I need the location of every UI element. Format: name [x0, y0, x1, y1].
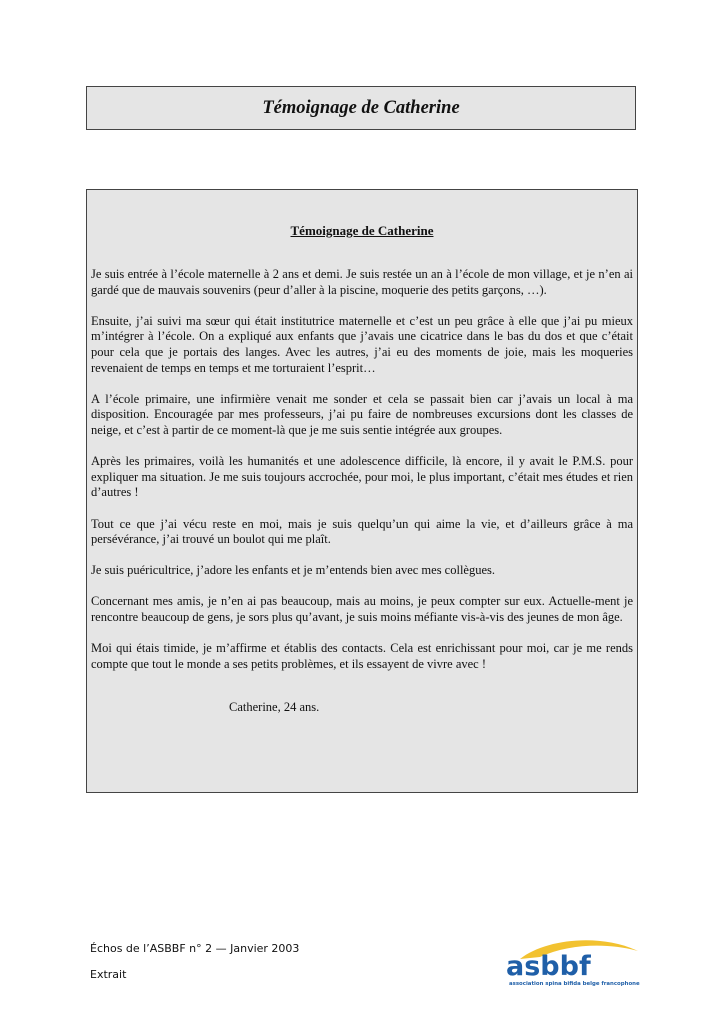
paragraph: Je suis puéricultrice, j’adore les enfants et je m’entends bien avec mes collègues.: [91, 563, 496, 578]
footer-issue: Échos de l’ASBBF n° 2 — Janvier 2003: [90, 942, 300, 955]
logo-tagline: association spina bifida belge francophone: [509, 981, 640, 987]
asbbf-logo: [500, 935, 640, 990]
paragraph: A l’école primaire, une infirmière venait me sonder et cela se passait bien car j’avais un local à ma disposition. Encouragée par mes professeurs, j’ai pu faire de nombreuses excursions dont les classes de neige, et c’est à partir de ce moment-là que je me suis sentie intégrée aux groupes.: [91, 391, 633, 437]
testimony-subtitle: Témoignage de Catherine: [290, 223, 434, 238]
logo-wordmark: asbbf: [506, 951, 591, 982]
title-box: [86, 86, 636, 130]
testimony-box: [86, 189, 638, 793]
paragraph: Après les primaires, voilà les humanités et une adolescence difficile, là encore, il y avait le P.M.S. pour expliquer ma situation. Je me suis toujours accrochée, pour moi, le plus important, c’était mes études et rien d’autres !: [91, 454, 633, 500]
paragraph: Concernant mes amis, je n’en ai pas beaucoup, mais au moins, je peux compter sur eux. Actuelle-ment je rencontre beaucoup de gens, je sors plus qu’avant, je suis moins méfiante vis-à-vis des jeunes de mon âge.: [91, 594, 633, 625]
paragraph: Je suis entrée à l’école maternelle à 2 ans et demi. Je suis restée un an à l’école de mon village, et je n’en ai gardé que de mauvais souvenirs (peur d’aller à la piscine, moquerie des petits garçons, …).: [91, 267, 633, 297]
signature: Catherine, 24 ans.: [229, 700, 320, 715]
footer-extract: Extrait: [90, 968, 127, 981]
page-title: Témoignage de Catherine: [262, 97, 460, 118]
paragraph: Ensuite, j’ai suivi ma sœur qui était institutrice maternelle et c’est un peu grâce à elle que j’ai pu mieux m’intégrer à l’école. On a expliqué aux enfants que j’avais une cicatrice dans le bas du dos et que c’était pour cela que je portais des langes. Avec les autres, j’ai eu des moments de joie, mais les moqueries revenaient de temps en temps et me torturaient l’esprit…: [91, 313, 633, 375]
paragraph: Tout ce que j’ai vécu reste en moi, mais je suis quelqu’un qui aime la vie, et d’ailleurs grâce à ma persévérance, j’ai trouvé un boulot qui me plaît.: [91, 516, 633, 547]
paragraph: Moi qui étais timide, je m’affirme et établis des contacts. Cela est enrichissant pour moi, car je me rends compte que tout le monde a ses petits problèmes, et ils essayent de vivre avec !: [91, 641, 633, 671]
